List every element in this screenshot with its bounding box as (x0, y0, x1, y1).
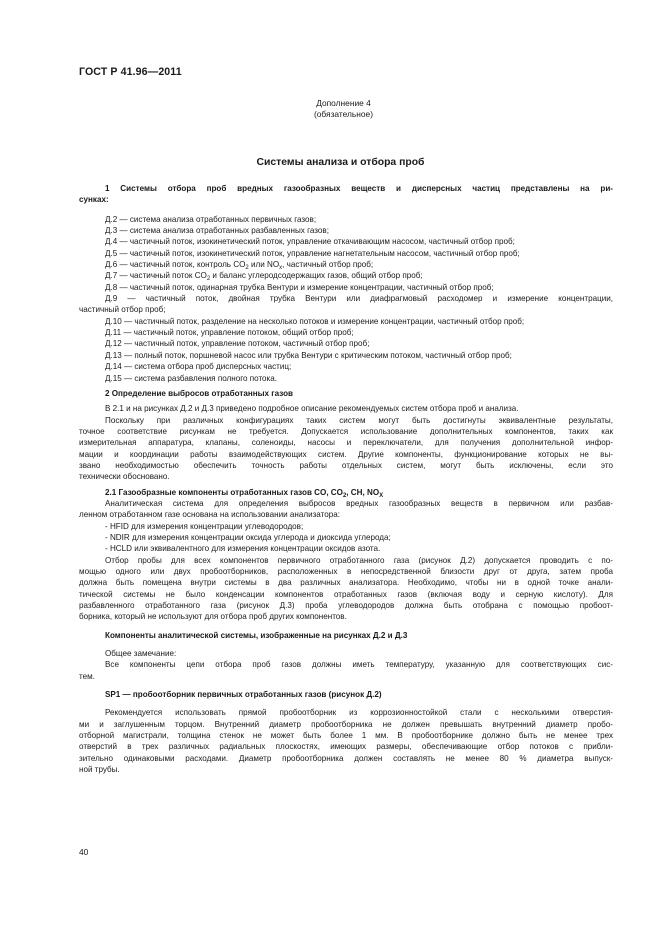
paragraph: В 2.1 и на рисунках Д.2 и Д.3 приведено подробное описание рекомендуемых систем отбора проб и анализа. (105, 404, 519, 414)
appendix-label (0, 98, 661, 120)
paragraph-line: тем. (79, 671, 95, 681)
paragraph-line: Аналитическая система для определения выбросов вредных газообразных веществ в первичном или разбав- (105, 498, 613, 508)
subscript: 2 (245, 265, 249, 272)
list-item: Д.10 — частичный поток, разделение на несколько потоков и измерение концентрации, частичный отбор проб; (105, 316, 525, 326)
subscript: x (279, 265, 283, 272)
document-header: ГОСТ Р 41.96—2011 (79, 66, 182, 78)
list-item (79, 259, 613, 270)
paragraph-line: Все компоненты цепи отбора проб газов должны иметь температуру, указанную для соответствующих сис- (105, 660, 613, 670)
paragraph-line: разбавленного отработанного газа (рисунок Д.3) проба углеводородов должна быть отобрана с помощью пробоот- (79, 601, 613, 611)
sp1-heading: SP1 — пробоотборник первичных отработанных газов (рисунок Д.2) (105, 690, 382, 700)
paragraph-line: Рекомендуется использовать прямой пробоотборник из коррозионностойкой стали с несколькими отверстия- (105, 708, 613, 718)
text-run: 2.1 Газообразные компоненты отработанных газов CO, CO (105, 487, 343, 497)
list-item: Д.2 — система анализа отработанных первичных газов; (105, 214, 317, 224)
paragraph-line: технически обосновано. (79, 472, 170, 482)
text-run: и баланс углеродсодержащих газов, общий отбор проб; (210, 271, 423, 281)
list-item: Д.3 — система анализа отработанных разбавленных газов; (105, 226, 329, 236)
section1-heading: 1 Системы отбора проб вредных газообразных веществ и дисперсных частиц представлены на ри- (105, 184, 613, 193)
subscript: 2 (342, 492, 347, 499)
text-run: Д.7 — частичный поток CO (105, 271, 207, 281)
subscript: 2 (206, 276, 211, 283)
section21-heading (79, 487, 613, 498)
paragraph-line: отборной магистрали, толщина стенок не может быть более 1 мм. В пробоотборнике должно быть не менее трех (79, 731, 613, 741)
section1-heading-cont: сунках: (79, 195, 109, 205)
list-item: Д.11 — частичный поток, управление потоком, общий отбор проб; (105, 328, 354, 338)
list-item: Д.13 — полный поток, поршневой насос или трубка Вентури с критическим потоком, частичный отбор проб; (105, 350, 512, 360)
list-item (79, 270, 613, 281)
list-item: - HCLD или эквивалентного для измерения концентрации оксидов азота. (105, 544, 381, 554)
paragraph-line: борника, который не используют для отбора проб других компонентов. (79, 612, 347, 622)
paragraph-line: должна быть помещена внутри системы в два различных анализатора. Необходимо, чтобы ни в одной точке анали- (79, 578, 613, 588)
paragraph-line: Отбор пробы для всех компонентов первичного отработанного газа (рисунок Д.2) допускается проводить с по- (105, 555, 613, 565)
paragraph-line: ми и заглушенным торцом. Внутренний диаметр пробоотборника не должен превышать внутренний диаметр пробо- (79, 719, 613, 729)
text-run: или NO (248, 260, 280, 270)
section2-heading: 2 Определение выбросов отработанных газов (105, 388, 294, 398)
paragraph-line: мации и координации работы взаимодействующих систем. Другие компоненты, функционирование которых не вы- (79, 449, 613, 459)
paragraph-line: отверстий в трех различных радиальных плоскостях, имеющих размеры, обеспечивающие отбор потоков с прибли- (79, 742, 613, 752)
list-item: Д.14 — система отбора проб дисперсных частиц; (105, 362, 292, 372)
list-item-cont: частичный отбор проб; (79, 305, 166, 315)
components-heading: Компоненты аналитической системы, изображенные на рисунках Д.2 и Д.3 (105, 630, 408, 640)
page-number: 40 (79, 847, 89, 857)
list-item: Д.15 — система разбавления полного потока. (105, 373, 278, 383)
list-item: Д.5 — частичный поток, изокинетический поток, управление нагнетательным насосом, частичный отбор проб; (105, 248, 520, 258)
paragraph-line: измерительная аппаратура, клапаны, соленоиды, насосы и переключатели, для получения дополнительной инфор- (79, 438, 613, 448)
appendix-title: Дополнение 4 (316, 98, 371, 108)
paragraph-line: Поскольку при различных конфигурациях таких систем могут быть достигнуты эквивалентные результаты, (105, 415, 613, 425)
paragraph-line: точное соответствие рисункам не требуется. Допускается использование дополнительных компонентов, таких как (79, 426, 613, 436)
list-item: - HFID для измерения концентрации углеводородов; (105, 521, 304, 531)
list-item: Д.12 — частичный поток, управление потоком, частичный отбор проб; (105, 339, 370, 349)
paragraph-line: мощью одного или двух пробоотборников, расположенных в непосредственной близости друг от друга, затем проба (79, 567, 613, 576)
page-title: Системы анализа и отбора проб (256, 157, 425, 168)
list-item: Д.4 — частичный поток, изокинетический поток, управление откачивающим насосом, частичный отбор проб; (105, 237, 515, 247)
note-label: Общее замечание: (105, 649, 177, 659)
appendix-status: (обязательное) (313, 109, 373, 119)
paragraph-line: ленном отработанном газе основана на использовании анализатора: (79, 510, 340, 520)
list-item: - NDIR для измерения концентрации оксида углерода и диоксида углерода; (105, 532, 391, 542)
text-run: Д.6 — частичный поток, контроль CO (105, 260, 246, 270)
paragraph-line: ной трубы. (79, 765, 120, 775)
subscript: X (379, 492, 384, 499)
text-run: , CH, NO (346, 487, 380, 497)
paragraph-line: тической системы не было конденсации компонентов отработанных газов (включая воду и серную кислоту). Для (79, 589, 613, 599)
document-body (79, 183, 613, 776)
text-run: , частичный отбор проб; (282, 260, 374, 270)
list-item: Д.8 — частичный поток, одинарная трубка Вентури и измерение концентрации, частичный отбор проб; (105, 282, 494, 292)
paragraph-line: зительно одинаковыми расходами. Диаметр пробоотборника должен составлять не менее 80 % диаметра выпуск- (79, 753, 613, 763)
list-item: Д.9 — частичный поток, двойная трубка Вентури или диафрагмовый расходомер и измерение концентрации, (105, 294, 613, 304)
paragraph-line: звано необходимостью обеспечить точность работы отдельных систем, могут быть исключены, если это (79, 460, 613, 470)
